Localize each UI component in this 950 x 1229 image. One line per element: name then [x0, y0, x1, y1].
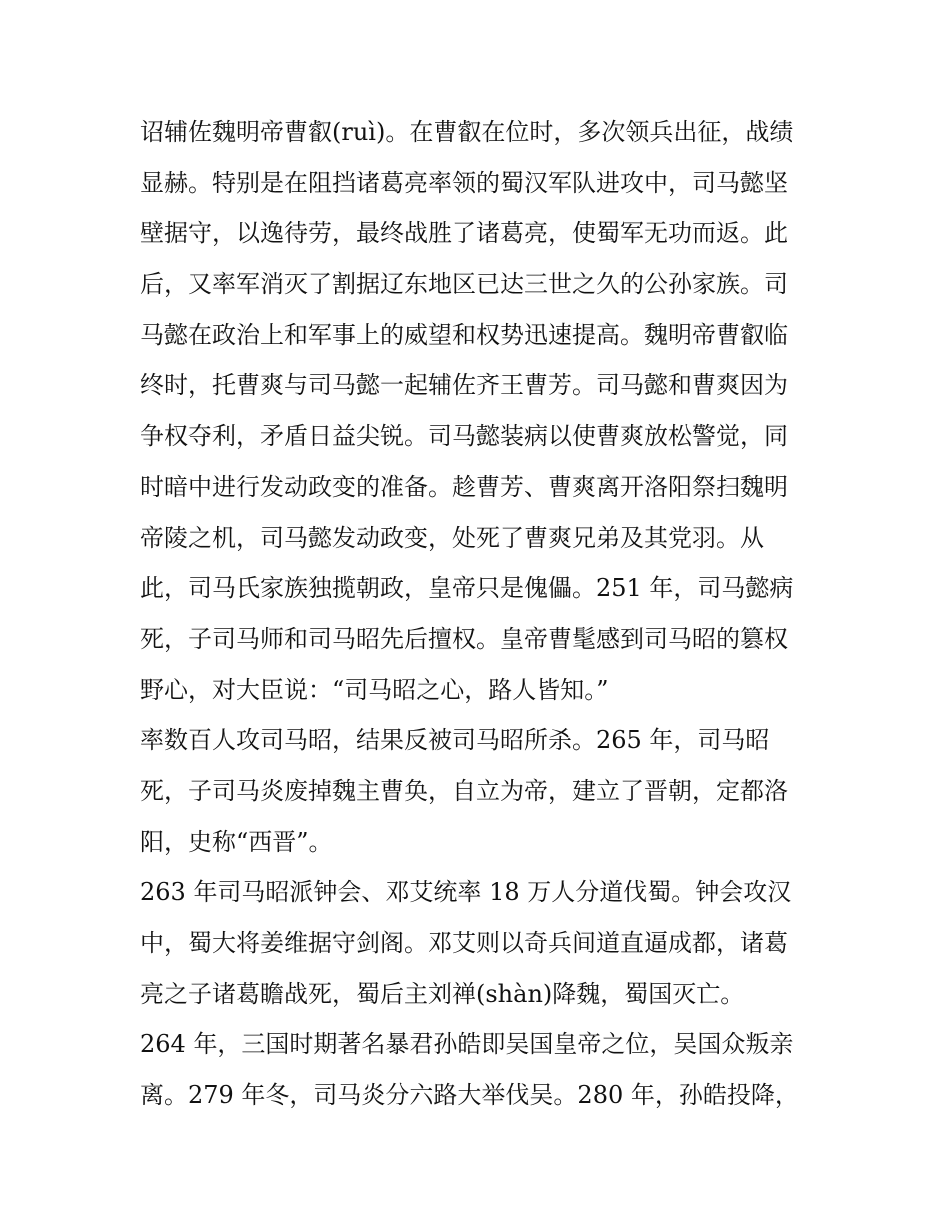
text-line: 马懿在政治上和军事上的威望和权势迅速提高。魏明帝曹叡临 — [140, 320, 788, 349]
text-line: 264 年，三国时期著名暴君孙皓即吴国皇帝之位，吴国众叛亲 — [140, 1030, 794, 1059]
text-line: 争权夺利，矛盾日益尖锐。司马懿装病以使曹爽放松警觉，同 — [140, 422, 788, 451]
text-line: 阳，史称“西晋”。 — [140, 827, 333, 856]
text-line: 死，子司马炎废掉魏主曹奂，自立为帝，建立了晋朝，定都洛 — [140, 776, 788, 805]
text-line: 显赫。特别是在阻挡诸葛亮率领的蜀汉军队进攻中，司马懿坚 — [140, 168, 788, 197]
text-line: 死，子司马师和司马昭先后擅权。皇帝曹髦感到司马昭的篡权 — [140, 624, 788, 653]
text-line: 离。279 年冬，司马炎分六路大举伐吴。280 年，孙皓投降， — [140, 1081, 799, 1110]
text-line: 壁据守，以逸待劳，最终战胜了诸葛亮，使蜀军无功而返。此 — [140, 219, 788, 248]
text-line: 终时，托曹爽与司马懿一起辅佐齐王曹芳。司马懿和曹爽因为 — [140, 371, 788, 400]
text-line: 263 年司马昭派钟会、邓艾统率 18 万人分道伐蜀。钟会攻汉 — [140, 878, 792, 907]
text-line: 帝陵之机，司马懿发动政变，处死了曹爽兄弟及其党羽。从 — [140, 523, 764, 552]
text-line: 诏辅佐魏明帝曹叡(ruì)。在曹叡在位时，多次领兵出征，战绩 — [140, 118, 794, 146]
body-text — [140, 107, 820, 1121]
text-line: 野心，对大臣说：“司马昭之心，路人皆知。” — [140, 675, 609, 704]
text-line: 此，司马氏家族独揽朝政，皇帝只是傀儡。251 年，司马懿病 — [140, 574, 794, 603]
text-line: 中，蜀大将姜维据守剑阁。邓艾则以奇兵间道直逼成都，诸葛 — [140, 929, 788, 957]
text-line: 亮之子诸葛瞻战死，蜀后主刘禅(shàn)降魏，蜀国灭亡。 — [140, 979, 745, 1008]
text-line: 后，又率军消灭了割据辽东地区已达三世之久的公孙家族。司 — [140, 270, 788, 299]
text-line: 时暗中进行发动政变的准备。趁曹芳、曹爽离开洛阳祭扫魏明 — [140, 472, 788, 501]
text-line: 率数百人攻司马昭，结果反被司马昭所杀。265 年，司马昭 — [140, 726, 770, 755]
